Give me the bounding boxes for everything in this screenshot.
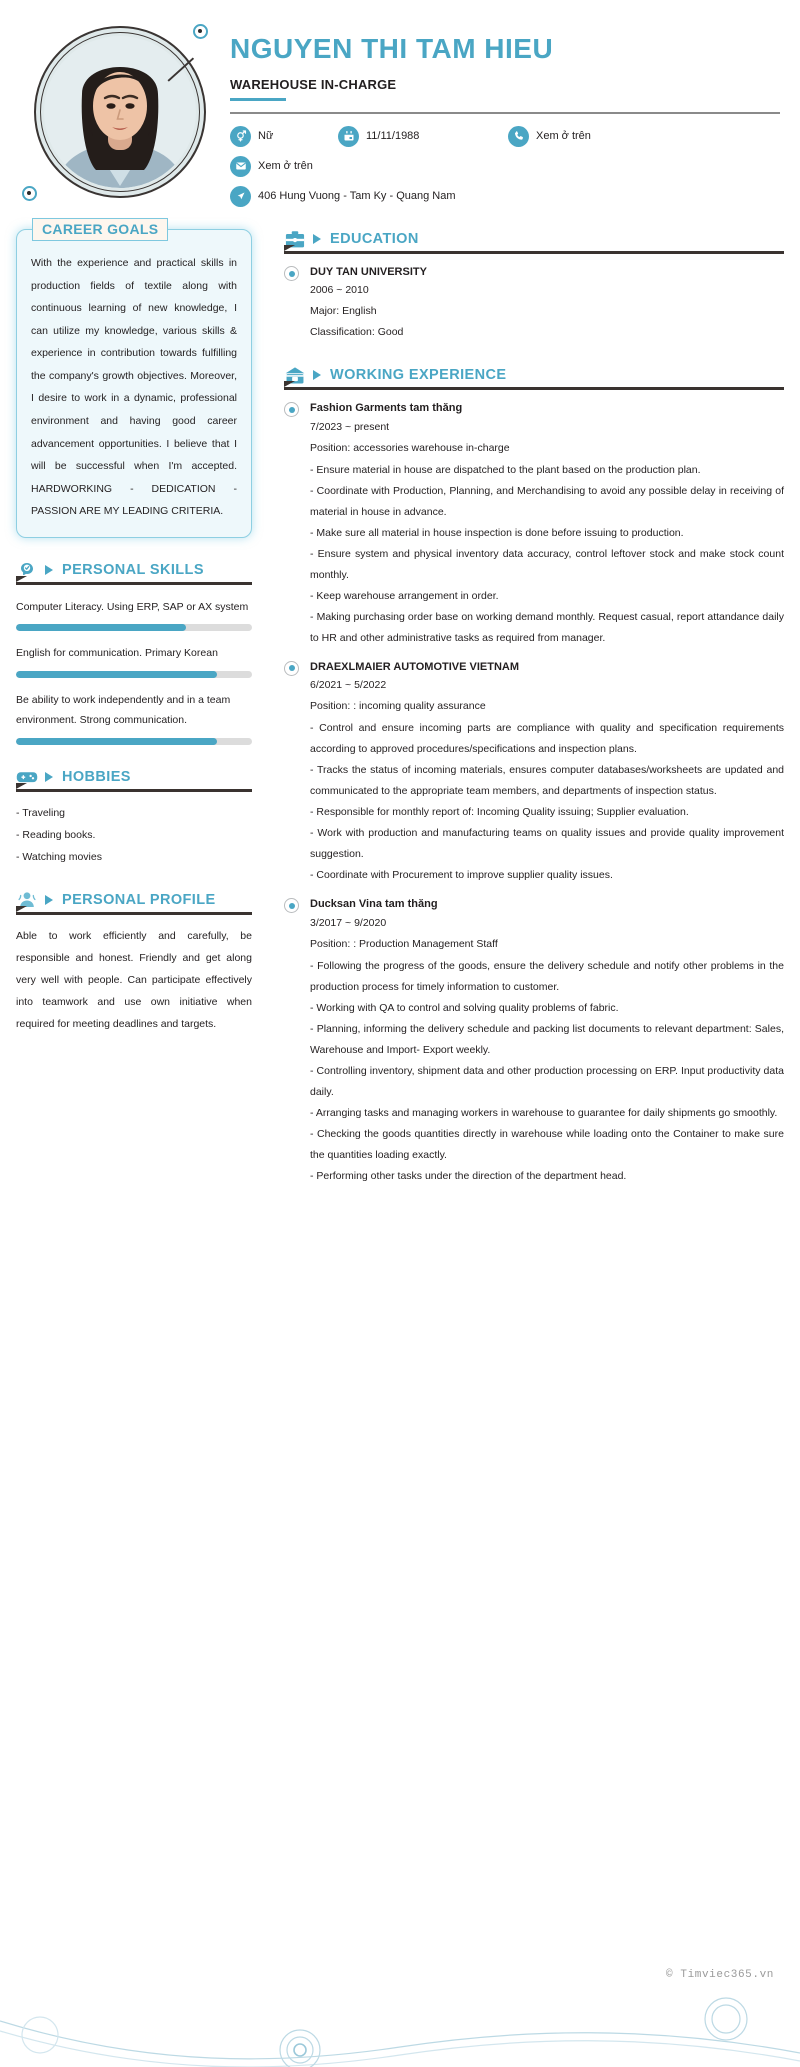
section-title: WORKING EXPERIENCE bbox=[330, 367, 507, 384]
section-rule bbox=[16, 582, 252, 585]
contact-row bbox=[230, 156, 784, 177]
responsibility-item: - Keep warehouse arrangement in order. bbox=[310, 589, 499, 602]
hobby-item: - Traveling bbox=[16, 806, 66, 819]
responsibility-item: - Control and ensure incoming parts are compliance with quality and specification requirements according to approved procedures/specifications and inspection plans. bbox=[310, 722, 784, 756]
cv-header bbox=[0, 0, 800, 215]
job-title: WAREHOUSE IN-CHARGE bbox=[230, 77, 397, 93]
skill-item bbox=[16, 597, 252, 631]
experience-entry bbox=[284, 897, 784, 1186]
education-entry bbox=[284, 265, 784, 343]
employment-period: 6/2021 ~ 5/2022 bbox=[310, 679, 387, 692]
section-rule bbox=[16, 912, 252, 915]
responsibility-list bbox=[310, 718, 784, 886]
responsibility-item: - Work with production and manufacturing teams on quality issues and provide quality improvement suggestion. bbox=[310, 827, 784, 861]
section-arrow-icon bbox=[45, 772, 53, 782]
personal-skills-section bbox=[16, 560, 252, 745]
contact-birthdate bbox=[338, 126, 508, 147]
responsibility-item: - Responsible for monthly report of: Incoming Quality issuing; Supplier evaluation. bbox=[310, 806, 689, 819]
skill-bar-fill bbox=[16, 671, 217, 678]
section-title: PERSONAL SKILLS bbox=[62, 561, 204, 578]
responsibility-item: - Make sure all material in house inspection is done before issuing to production. bbox=[310, 526, 684, 539]
experience-entry bbox=[284, 401, 784, 648]
section-header bbox=[16, 767, 252, 787]
photo-marker-bottom-icon bbox=[22, 186, 37, 201]
section-title: EDUCATION bbox=[330, 231, 419, 247]
cv-footer bbox=[0, 1957, 800, 2067]
responsibility-list bbox=[310, 956, 784, 1187]
skill-bar-fill bbox=[16, 624, 186, 631]
personal-profile-text: Able to work efficiently and carefully, be responsible and honest. Friendly and get along very well with people. Can participate effectively into teamwork and use own initiative when required for meeting deadlines and targets. bbox=[16, 929, 252, 1030]
responsibility-item: - Checking the goods quantities directly in warehouse while loading onto the Container to make sure the quantities loading exactly. bbox=[310, 1127, 784, 1161]
gender-icon bbox=[230, 126, 251, 147]
section-header bbox=[284, 365, 784, 385]
skill-item bbox=[16, 690, 252, 745]
responsibility-item: - Making purchasing order base on working demand monthly. Request casual, report attandance daily to HR and other administrative tasks as required from manager. bbox=[310, 610, 784, 644]
section-arrow-icon bbox=[45, 895, 53, 905]
left-column bbox=[16, 215, 268, 1187]
section-header bbox=[16, 560, 252, 580]
header-divider bbox=[230, 112, 780, 114]
entry-bullet-icon bbox=[284, 266, 299, 281]
responsibility-item: - Following the progress of the goods, ensure the delivery schedule and notify other problems in the production process for timely information to customer. bbox=[310, 959, 784, 993]
contact-address bbox=[230, 186, 456, 207]
hobby-item: - Reading books. bbox=[16, 828, 96, 841]
contact-value: 11/11/1988 bbox=[366, 130, 420, 143]
responsibility-item: - Planning, informing the delivery schedule and packing list documents to relevant department: Sales, Warehouse and Import- Export weekly. bbox=[310, 1022, 784, 1056]
page-title: NGUYEN THI TAM HIEU bbox=[230, 33, 554, 64]
responsibility-item: - Ensure material in house are dispatched to the plant based on the production plan. bbox=[310, 463, 701, 476]
location-icon bbox=[230, 186, 251, 207]
section-arrow-icon bbox=[313, 370, 321, 380]
employment-position: Position: accessories warehouse in-charge bbox=[310, 441, 510, 454]
contact-row bbox=[230, 126, 784, 147]
skill-label: English for communication. Primary Korean bbox=[16, 647, 218, 660]
header-text-block bbox=[216, 18, 784, 215]
entry-bullet-icon bbox=[284, 402, 299, 417]
experience-entry bbox=[284, 660, 784, 886]
skill-bar bbox=[16, 624, 252, 631]
section-header bbox=[16, 890, 252, 910]
skill-bar bbox=[16, 671, 252, 678]
responsibility-list bbox=[310, 460, 784, 649]
education-school: DUY TAN UNIVERSITY bbox=[310, 266, 427, 278]
career-goals-title: CAREER GOALS bbox=[32, 218, 168, 241]
contact-value: Xem ở trên bbox=[536, 130, 591, 143]
title-underline bbox=[230, 98, 286, 101]
section-title: PERSONAL PROFILE bbox=[62, 891, 216, 908]
responsibility-item: - Controlling inventory, shipment data and other production processing on ERP. Input productivity data daily. bbox=[310, 1064, 784, 1098]
section-arrow-icon bbox=[45, 565, 53, 575]
section-rule bbox=[284, 387, 784, 390]
email-icon bbox=[230, 156, 251, 177]
employment-period: 7/2023 ~ present bbox=[310, 420, 390, 433]
photo-area bbox=[16, 18, 216, 213]
responsibility-item: - Coordinate with Production, Planning, and Merchandising to avoid any possible delay in receiving of material in house in advance. bbox=[310, 484, 784, 518]
contact-value: Xem ở trên bbox=[258, 160, 313, 173]
skill-label: Be ability to work independently and in a team environment. Strong communication. bbox=[16, 693, 231, 727]
working-experience-section bbox=[284, 365, 784, 1186]
responsibility-item: - Arranging tasks and managing workers in warehouse to guarantee for daily shipments go smoothly. bbox=[310, 1106, 778, 1119]
career-goals-box bbox=[16, 229, 252, 538]
employer-name: Fashion Garments tam thăng bbox=[310, 402, 463, 415]
contact-row bbox=[230, 186, 784, 207]
employer-name: DRAEXLMAIER AUTOMOTIVE VIETNAM bbox=[310, 660, 520, 673]
contact-phone bbox=[508, 126, 591, 147]
personal-profile-section bbox=[16, 890, 252, 1035]
contact-value: Nữ bbox=[258, 130, 274, 143]
education-major: Major: English bbox=[310, 305, 377, 318]
contact-gender bbox=[230, 126, 338, 147]
section-title: HOBBIES bbox=[62, 768, 131, 785]
section-arrow-icon bbox=[313, 234, 321, 244]
responsibility-item: - Performing other tasks under the direction of the department head. bbox=[310, 1169, 627, 1182]
responsibility-item: - Tracks the status of incoming materials, ensures computer databases/worksheets are updated and communicated to the appropriate team members, and departments of inspection status. bbox=[310, 764, 784, 798]
skill-item bbox=[16, 643, 252, 677]
employment-position: Position: : incoming quality assurance bbox=[310, 700, 486, 713]
career-goals-text: With the experience and practical skills in production fields of textile along with continuous learning of new knowledge, I can utilize my knowledge, various skills & experience in contribution towards fulfilling the company's growth objectives. Moreover, I desire to work in a dynamic, professional environment and having good career advancement opportunities. I believe that I will be successful when I'm accepted. HARDWORKING - DEDICATION - PASSION ARE MY LEADING CRITERIA. bbox=[31, 257, 237, 518]
education-section bbox=[284, 229, 784, 343]
contact-value: 406 Hung Vuong - Tam Ky - Quang Nam bbox=[258, 190, 456, 203]
skill-label: Computer Literacy. Using ERP, SAP or AX system bbox=[16, 600, 249, 613]
education-classification: Classification: Good bbox=[310, 326, 404, 339]
employer-name: Ducksan Vina tam thăng bbox=[310, 898, 438, 911]
right-column bbox=[268, 215, 784, 1187]
responsibility-item: - Ensure system and physical inventory data accuracy, control leftover stock and make stock count monthly. bbox=[310, 547, 784, 581]
photo-marker-top-icon bbox=[193, 24, 208, 39]
skill-bar bbox=[16, 738, 252, 745]
section-header bbox=[284, 229, 784, 249]
employment-position: Position: : Production Management Staff bbox=[310, 937, 498, 950]
contact-email bbox=[230, 156, 313, 177]
responsibility-item: - Coordinate with Procurement to improve supplier quality issues. bbox=[310, 869, 613, 882]
calendar-icon bbox=[338, 126, 359, 147]
phone-icon bbox=[508, 126, 529, 147]
contact-list bbox=[230, 126, 784, 207]
hobby-item: - Watching movies bbox=[16, 850, 102, 863]
section-rule bbox=[284, 251, 784, 254]
hobbies-section bbox=[16, 767, 252, 868]
footer-credit: © Timviec365.vn bbox=[665, 1969, 774, 1981]
employment-period: 3/2017 ~ 9/2020 bbox=[310, 916, 387, 929]
entry-bullet-icon bbox=[284, 661, 299, 676]
skill-bar-fill bbox=[16, 738, 217, 745]
responsibility-item: - Working with QA to control and solving quality problems of fabric. bbox=[310, 1001, 619, 1014]
footer-wave-decoration bbox=[0, 1995, 800, 2067]
avatar bbox=[44, 36, 196, 188]
entry-bullet-icon bbox=[284, 898, 299, 913]
section-rule bbox=[16, 789, 252, 792]
education-period: 2006 ~ 2010 bbox=[310, 284, 369, 297]
cv-body bbox=[0, 215, 800, 1187]
career-goals-section bbox=[16, 221, 252, 538]
